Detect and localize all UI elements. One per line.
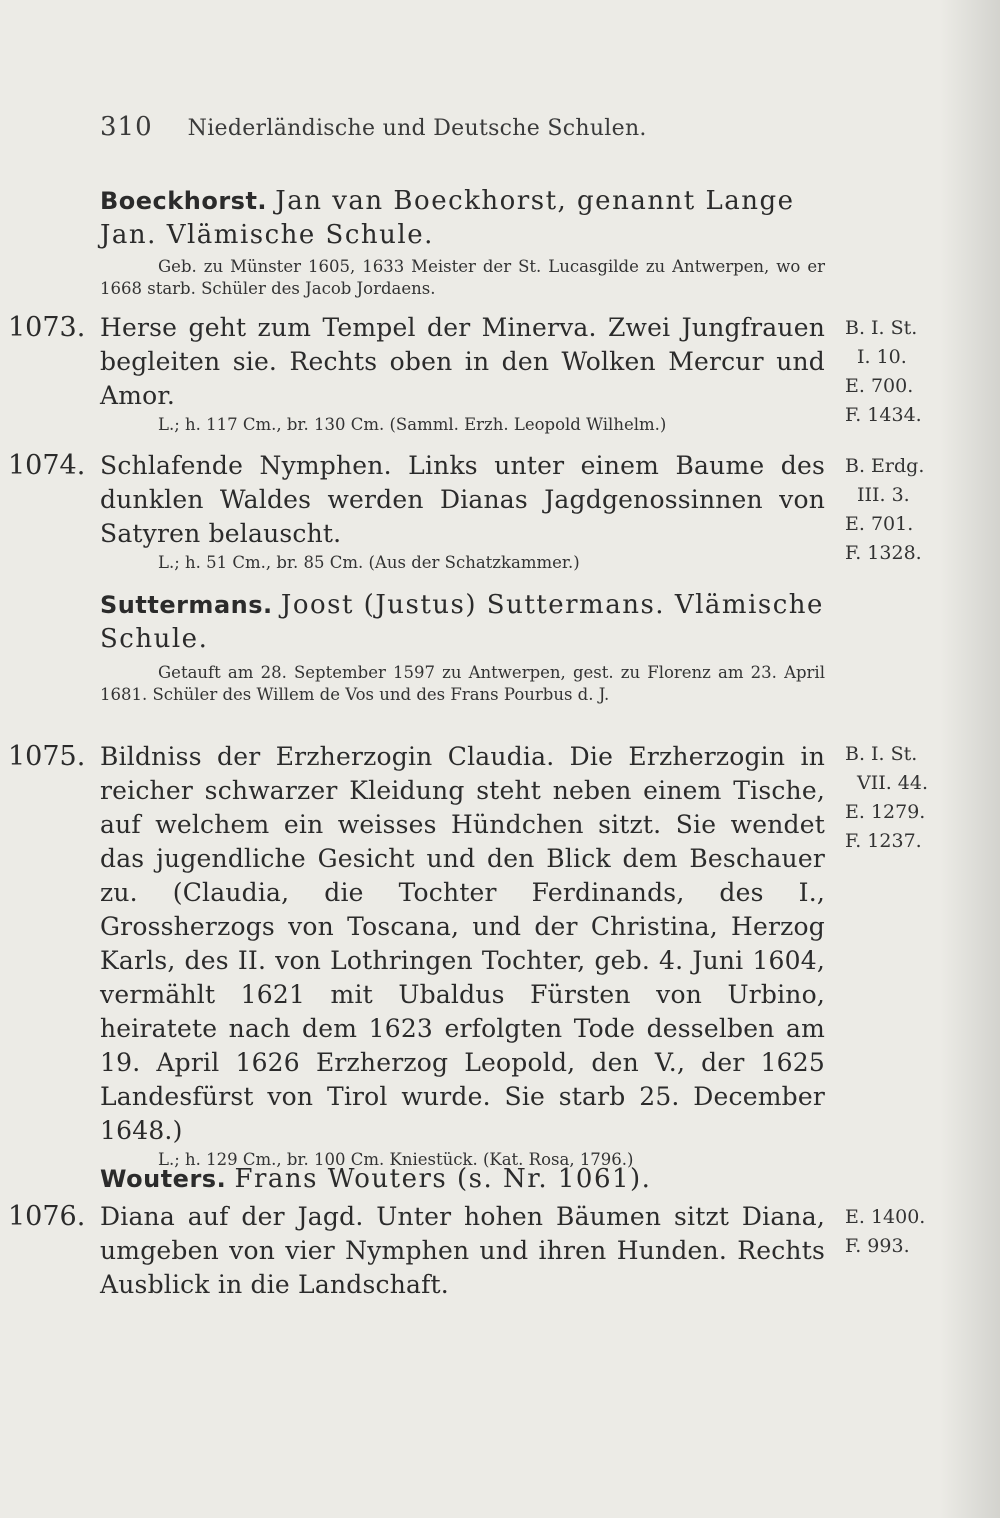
- entry-number: 1074.: [8, 450, 86, 481]
- artist-bio-boeckhorst: Geb. zu Münster 1605, 1633 Meister der St. Lucasgilde zu Antwerpen, wo er 1668 starb. Schüler des Jacob Jordaens.: [100, 257, 825, 298]
- entry-text: Bildniss der Erzherzogin Claudia. Die Erzherzogin in reicher schwarzer Kleidung steht neben einem Tische, auf welchem ein weisses Hündchen sitzt. Sie wendet das jugendliche Gesicht und den Blick dem Beschauer zu. (Claudia, die Tochter Ferdinands, des I., Grossherzogs von Toscana, und der Christina, Herzog Karls, des II. von Lothringen Tochter, geb. 4. Juni 1604, vermählt 1621 mit Ubaldus Fürsten von Urbino, heiratete nach dem 1623 erfolgten Tode desselben am 19. April 1626 Erzherzog Leopold, den V., der 1625 Landesfürst von Tirol wurde. Sie starb 25. December 1648.): [100, 742, 825, 1145]
- ref: F. 1434.: [845, 404, 922, 426]
- ref: F. 993.: [845, 1235, 910, 1257]
- artist-description: Joost (Justus) Suttermans. Vlämische Schule.: [100, 590, 824, 654]
- entry-refs-1075: [845, 740, 955, 856]
- entry-text: Schlafende Nymphen. Links unter einem Baume des dunklen Waldes werden Dianas Jagdgenossinnen von Satyren belauscht.: [100, 451, 825, 548]
- ref: III. 3.: [857, 484, 910, 506]
- ref: F. 1237.: [845, 830, 922, 852]
- artist-description: Jan van Boeckhorst, genannt Lange Jan. Vlämische Schule.: [100, 186, 795, 250]
- catalog-entry-1073: [8, 311, 825, 437]
- entry-number: 1076.: [8, 1201, 86, 1232]
- artist-description: Frans Wouters (s. Nr. 1061).: [234, 1164, 652, 1194]
- ref: F. 1328.: [845, 542, 922, 564]
- running-title: Niederländische und Deutsche Schulen.: [187, 116, 647, 141]
- artist-heading-boeckhorst: [100, 184, 825, 252]
- entry-text: Herse geht zum Tempel der Minerva. Zwei Jungfrauen begleiten sie. Rechts oben in den Wolken Mercur und Amor.: [100, 313, 825, 410]
- entry-meta: L.; h. 51 Cm., br. 85 Cm. (Aus der Schatzkammer.): [158, 553, 580, 572]
- page-header: [100, 112, 800, 142]
- catalog-entry-1076: [8, 1200, 825, 1302]
- page-number: 310: [100, 112, 153, 142]
- entry-meta: L.; h. 117 Cm., br. 130 Cm. (Samml. Erzh. Leopold Wilhelm.): [158, 415, 667, 434]
- artist-bio-suttermans: Getauft am 28. September 1597 zu Antwerpen, gest. zu Florenz am 23. April 1681. Schüler des Willem de Vos und des Frans Pourbus d. J.: [100, 663, 825, 704]
- artist-heading-wouters: [100, 1162, 825, 1196]
- ref: E. 701.: [845, 513, 914, 535]
- entry-number: 1073.: [8, 312, 86, 343]
- ref: B. Erdg.: [845, 455, 925, 477]
- ref: E. 1279.: [845, 801, 926, 823]
- catalog-entry-1075: [8, 740, 825, 1172]
- ref: I. 10.: [857, 346, 907, 368]
- artist-name: Suttermans.: [100, 591, 273, 619]
- catalog-entry-1074: [8, 449, 825, 575]
- entry-refs-1076: [845, 1203, 955, 1261]
- ref: VII. 44.: [857, 772, 929, 794]
- entry-refs-1074: [845, 452, 955, 568]
- ref: B. I. St.: [845, 743, 918, 765]
- artist-name: Boeckhorst.: [100, 187, 268, 215]
- entry-text: Diana auf der Jagd. Unter hohen Bäumen sitzt Diana, umgeben von vier Nymphen und ihren Hunden. Rechts Ausblick in die Landschaft.: [100, 1202, 825, 1299]
- artist-name: Wouters.: [100, 1165, 227, 1193]
- ref: B. I. St.: [845, 317, 918, 339]
- entry-number: 1075.: [8, 741, 86, 772]
- entry-refs-1073: [845, 314, 955, 430]
- ref: E. 1400.: [845, 1206, 926, 1228]
- artist-heading-suttermans: [100, 588, 825, 656]
- entry-meta: L.; h. 129 Cm., br. 100 Cm. Kniestück. (Kat. Rosa, 1796.): [158, 1150, 634, 1169]
- ref: E. 700.: [845, 375, 914, 397]
